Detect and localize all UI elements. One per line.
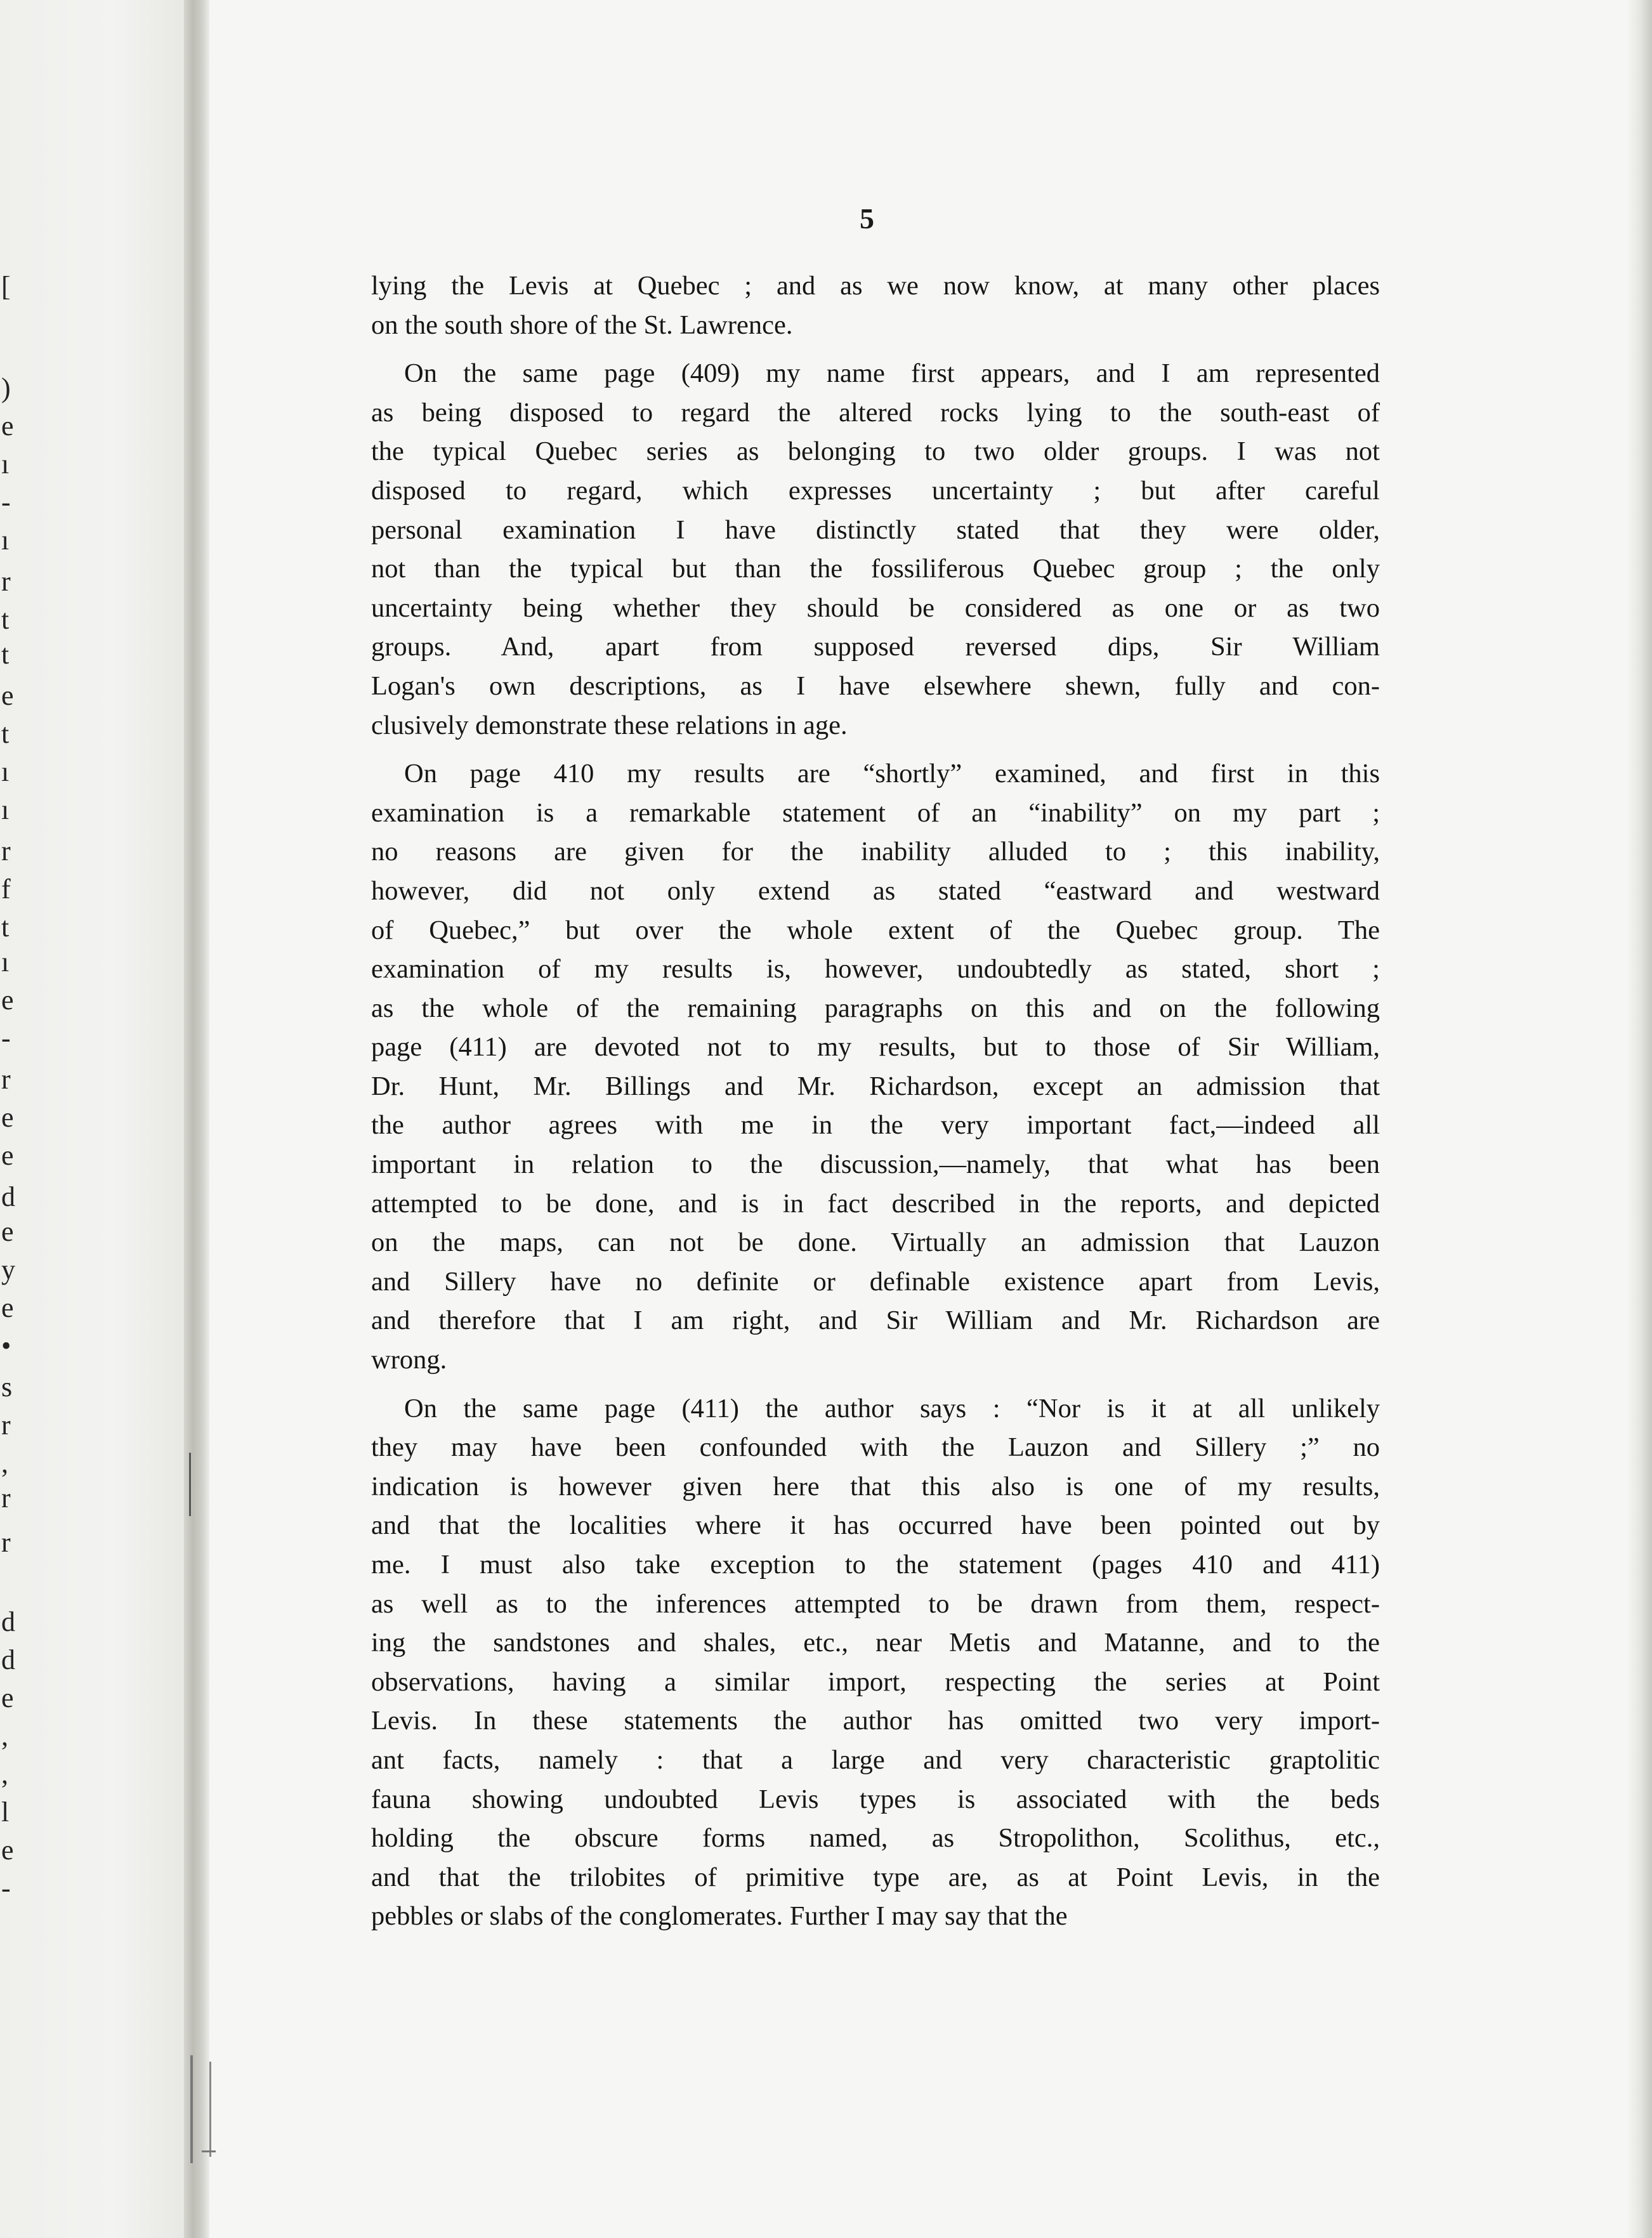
facing-page-fragment: [ [1,271,11,302]
text-line: however, did not only extend as stated “eastward and westward [371,875,1380,906]
facing-page-fragment: r [1,1064,11,1095]
facing-page-fragment: y [1,1254,15,1285]
text-line: ing the sandstones and shales, etc., near Metis and Matanne, and to the [371,1628,1380,1658]
facing-page-fragment: , [1,1720,8,1751]
text-line: the author agrees with me in the very important fact,—indeed all [371,1110,1380,1141]
paragraph [371,1389,1380,1936]
facing-page-fragment: ) [1,372,11,403]
text-line: On page 410 my results are “shortly” examined, and first in this [404,759,1380,789]
text-line: on the south shore of the St. Lawrence. [371,310,793,340]
facing-page-fragment: s [1,1371,13,1403]
text-line: lying the Levis at Quebec ; and as we now know, at many other places [371,271,1380,301]
facing-page-fragment: e [1,1835,14,1866]
facing-page-fragment: ı [1,525,10,556]
facing-page-fragment: f [1,874,11,905]
text-line: Levis. In these statements the author has omitted two very import- [371,1706,1380,1736]
facing-page-fragment: • [1,1330,11,1361]
paragraph-gap [371,1380,1380,1389]
text-line: page (411) are devoted not to my results, but to those of Sir William, [371,1032,1380,1063]
facing-page-fragment: t [1,718,10,749]
text-line: attempted to be done, and is in fact described in the reports, and depicted [371,1188,1380,1219]
text-line: personal examination I have distinctly stated that they were older, [371,514,1380,545]
text-line: examination of my results is, however, undoubtedly as stated, short ; [371,954,1380,985]
gutter-mark [190,2055,193,2163]
gutter-mark [189,1453,191,1516]
facing-page-fragment: r [1,1410,11,1441]
text-line: as the whole of the remaining paragraphs on this and on the following [371,993,1380,1023]
text-line: disposed to regard, which expresses uncertainty ; but after careful [371,475,1380,506]
facing-page-fragment: t [1,604,10,635]
facing-page-fragment: - [1,1023,11,1054]
facing-page-fragment: e [1,410,14,442]
paragraph [371,754,1380,1380]
facing-page-fragment: e [1,1140,14,1171]
facing-page-fragment: e [1,1292,14,1323]
text-line: On the same page (411) the author says : “Nor is it at all unlikely [404,1393,1380,1423]
text-line: and that the trilobites of primitive type are, as at Point Levis, in the [371,1862,1380,1892]
facing-page-fragment: ı [1,448,10,480]
text-line: fauna showing undoubted Levis types is associated with the beds [371,1784,1380,1814]
text-line: the typical Quebec series as belonging to two older groups. I was not [371,436,1380,467]
text-line: me. I must also take exception to the statement (pages 410 and 411) [371,1550,1380,1580]
text-line: indication is however given here that this also is one of my results, [371,1471,1380,1502]
gutter-mark [209,2062,211,2157]
text-line: of Quebec,” but over the whole extent of the Quebec group. The [371,915,1380,945]
text-line: ant facts, namely : that a large and very characteristic graptolitic [371,1744,1380,1775]
text-line: Dr. Hunt, Mr. Billings and Mr. Richardson, except an admission that [371,1071,1380,1101]
facing-page-fragment: , [1,1758,8,1790]
facing-page-fragment: - [1,1873,11,1904]
text-line: wrong. [371,1345,447,1375]
facing-page-fragment: , [1,1448,8,1479]
gutter-mark [202,2150,216,2152]
facing-page-fragment: d [1,1181,15,1212]
text-line: and that the localities where it has occurred have been pointed out by [371,1510,1380,1541]
facing-page-fragment: d [1,1606,15,1637]
text-line: not than the typical but than the fossiliferous Quebec group ; the only [371,554,1380,584]
body-text [371,266,1380,1936]
paragraph-gap [371,745,1380,754]
text-line: and therefore that I am right, and Sir William and Mr. Richardson are [371,1306,1380,1336]
text-line: clusively demonstrate these relations in age. [371,710,848,740]
text-line: on the maps, can not be done. Virtually an admission that Lauzon [371,1227,1380,1258]
facing-page-fragment: r [1,835,11,867]
text-line: and Sillery have no definite or definable existence apart from Levis, [371,1266,1380,1297]
facing-page-fragment: r [1,1482,11,1514]
facing-page-fragment: e [1,1102,14,1133]
facing-page-fragment: l [1,1796,10,1828]
page-gutter [184,0,209,2238]
facing-page-fragment: - [1,487,11,518]
text-line: pebbles or slabs of the conglomerates. Further I may say that the [371,1901,1068,1932]
text-line: Logan's own descriptions, as I have elsewhere shewn, fully and con- [371,671,1380,701]
page-edge-shadow [1627,0,1652,2238]
paragraph [371,266,1380,344]
text-line: important in relation to the discussion,—namely, that what has been [371,1149,1380,1180]
text-line: uncertainty being whether they should be considered as one or as two [371,592,1380,623]
facing-page-fragment: t [1,912,10,943]
facing-page-fragment: r [1,566,11,597]
paragraph-gap [371,344,1380,354]
text-line: holding the obscure forms named, as Stropolithon, Scolithus, etc., [371,1823,1380,1854]
facing-page-fragment: e [1,985,14,1016]
page-number: 5 [860,202,874,235]
text-line: groups. And, apart from supposed reversed dips, Sir William [371,632,1380,662]
facing-page-fragment: ı [1,946,10,978]
text-line: On the same page (409) my name first appears, and I am represented [404,358,1380,389]
facing-page-fragment: e [1,1216,14,1247]
facing-page-fragment: r [1,1527,11,1558]
facing-page-fragment: ı [1,756,10,787]
facing-page-fragment: d [1,1644,15,1675]
text-line: they may have been confounded with the Lauzon and Sillery ;” no [371,1432,1380,1463]
facing-page-edge [0,0,190,2238]
text-line: as well as to the inferences attempted to be drawn from them, respect- [371,1588,1380,1619]
paragraph [371,354,1380,745]
text-line: observations, having a similar import, respecting the series at Point [371,1666,1380,1697]
text-line: examination is a remarkable statement of an “inability” on my part ; [371,797,1380,828]
facing-page-fragment: ı [1,794,10,825]
facing-page-fragment: t [1,639,10,670]
text-line: as being disposed to regard the altered rocks lying to the south-east of [371,397,1380,428]
facing-page-fragment: e [1,680,14,711]
facing-page-fragment: e [1,1682,14,1713]
text-line: no reasons are given for the inability alluded to ; this inability, [371,837,1380,867]
